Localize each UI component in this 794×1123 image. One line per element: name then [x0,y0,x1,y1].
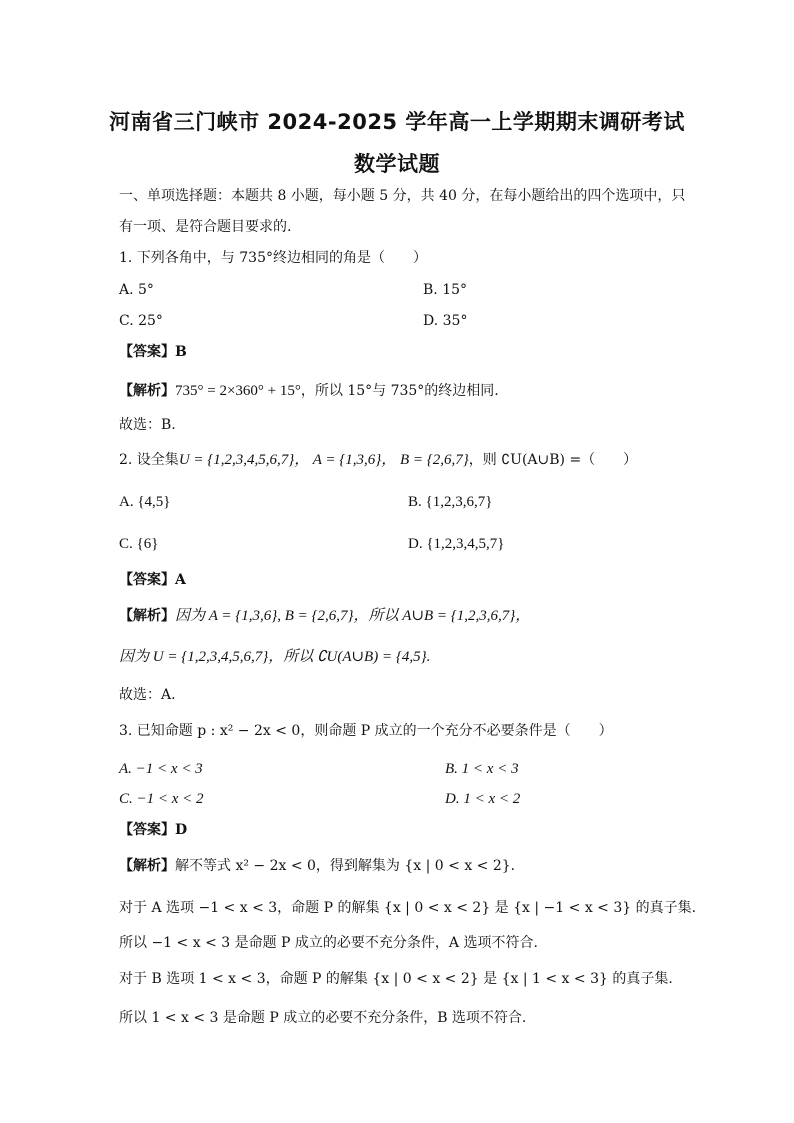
q2-option-d: D. {1,2,3,4,5,7} [408,536,505,552]
q2-option-a: A. {4,5} [119,494,171,510]
q2-option-c: C. {6} [119,536,159,552]
exam-subtitle: 数学试题 [354,152,440,176]
q3-analysis-line3: 所以 −1 < x < 3 是命题 P 成立的必要不充分条件，A 选项不符合. [119,935,538,951]
q3-analysis-line1 [119,857,515,875]
q2-stem [119,451,637,469]
q3-answer: 【答案】D [119,822,188,838]
q2-analysis-line2: 因为 U = {1,2,3,4,5,6,7}，所以 ∁U(A∪B) = {4,5}. [119,649,431,665]
q3-option-d: D. 1 < x < 2 [445,791,521,807]
q1-stem: 1. 下列各角中，与 735°终边相同的角是（ ） [119,250,427,266]
q3-analysis-line4: 对于 B 选项 1 < x < 3，命题 P 的解集 {x | 0 < x < 2} 是 {x | 1 < x < 3} 的真子集. [119,971,673,987]
q2-answer: 【答案】A [119,572,186,588]
q3-option-c: C. −1 < x < 2 [119,791,204,807]
q1-option-b: B. 15° [423,282,468,298]
q1-analysis-rest: ，所以 15°与 735°的终边相同. [300,383,499,399]
q3-option-a: A. −1 < x < 3 [119,761,203,777]
section-intro-line1: 一、单项选择题：本题共 8 小题，每小题 5 分，共 40 分，在每小题给出的四个选项中，只 [119,188,686,204]
q3-analysis-label: 【解析】 [119,858,175,874]
q2-option-b: B. {1,2,3,6,7} [408,494,493,510]
q1-analysis-math: 735° = 2×360° + 15° [175,383,301,399]
q2-stem-math: U = {1,2,3,4,5,6,7}， A = {1,3,6}， B = {2,6,7} [178,452,469,468]
q3-analysis-text1: 解不等式 x² − 2x < 0，得到解集为 {x | 0 < x < 2}. [175,858,516,874]
section-intro-line2: 有一项、是符合题目要求的. [119,219,292,235]
q2-conclusion: 故选：A. [119,687,176,703]
q1-analysis-label: 【解析】 [119,383,175,399]
q1-option-c: C. 25° [119,313,163,329]
q3-analysis-line2: 对于 A 选项 −1 < x < 3，命题 P 的解集 {x | 0 < x < 2} 是 {x | −1 < x < 3} 的真子集. [119,900,697,916]
q2-analysis-text1: 因为 A = {1,3,6}, B = {2,6,7}，所以 A∪B = {1,2,3,6,7}， [175,608,531,624]
q2-stem-prefix: 2. 设全集 [119,452,179,468]
q1-option-d: D. 35° [423,313,468,329]
q3-option-b: B. 1 < x < 3 [445,761,519,777]
q2-analysis-label: 【解析】 [119,608,175,624]
q1-conclusion: 故选：B. [119,417,176,433]
exam-title: 河南省三门峡市 2024-2025 学年高一上学期期末调研考试 [109,110,685,134]
q2-analysis-line1 [119,607,530,625]
q1-option-a: A. 5° [119,282,154,298]
q3-stem: 3. 已知命题 p : x² − 2x < 0，则命题 P 成立的一个充分不必要条件是（ ） [119,723,613,739]
q1-analysis [119,382,499,400]
q2-stem-suffix: ，则 ∁U(A∪B) =（ ） [468,452,638,468]
q1-answer: 【答案】B [119,344,187,360]
q3-analysis-line5: 所以 1 < x < 3 是命题 P 成立的必要不充分条件，B 选项不符合. [119,1010,527,1026]
